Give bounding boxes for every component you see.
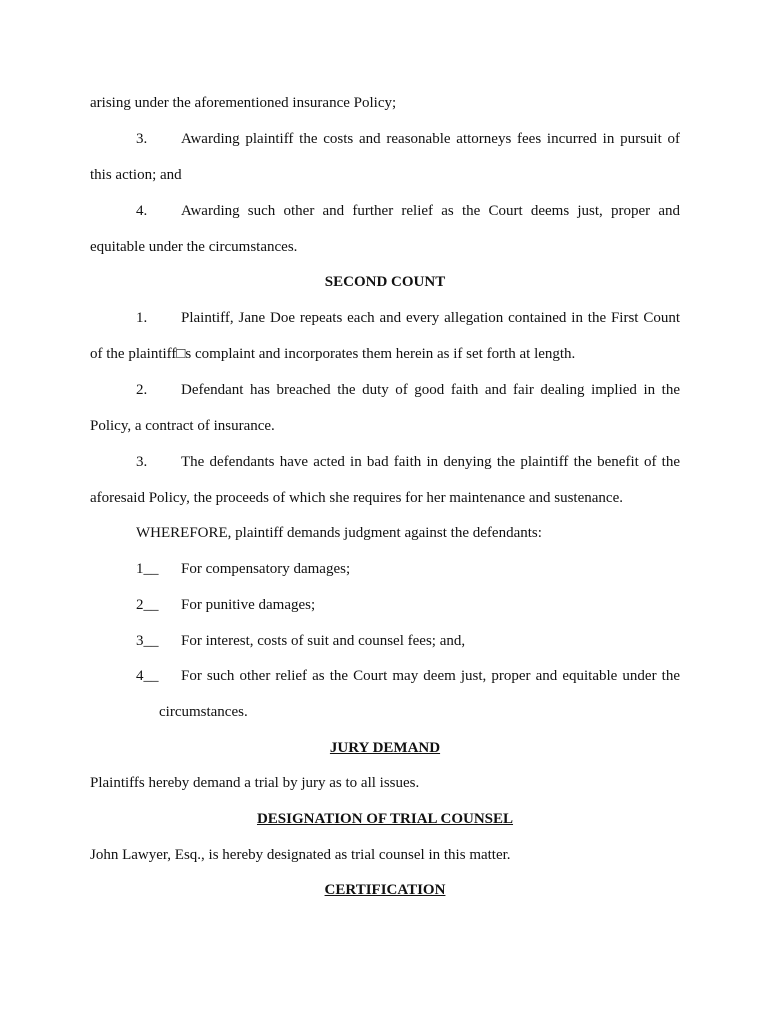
paragraph-text: Defendant has breached the duty of good faith and fair dealing implied in the	[181, 382, 680, 398]
paragraph-text-continued: aforesaid Policy, the proceeds of which she requires for her maintenance and sustenance.	[90, 490, 623, 506]
paragraph-number: 3.	[136, 454, 148, 470]
wherefore-clause: WHEREFORE, plaintiff demands judgment against the defendants:	[136, 525, 542, 541]
trial-counsel-heading	[0, 810, 770, 828]
paragraph-text-continued: of the plaintiff□s complaint and incorporates them herein as if set forth at length.	[90, 346, 576, 362]
demand-text-continued: circumstances.	[159, 704, 248, 720]
paragraph-text-continued: Policy, a contract of insurance.	[90, 418, 275, 434]
trial-counsel-heading-text: DESIGNATION OF TRIAL COUNSEL	[256, 811, 514, 827]
demand-number: 3__	[136, 633, 159, 649]
demand-text: For compensatory damages;	[181, 561, 351, 577]
demand-number: 4__	[136, 668, 159, 684]
continuation-line: arising under the aforementioned insurance Policy;	[90, 95, 397, 111]
item-text: Awarding such other and further relief as the Court deems just, proper and	[181, 203, 680, 219]
paragraph-number: 1.	[136, 310, 148, 326]
item-text: Awarding plaintiff the costs and reasonable attorneys fees incurred in pursuit of	[181, 131, 680, 147]
item-text-continued: equitable under the circumstances.	[90, 239, 298, 255]
second-count-heading: SECOND COUNT	[324, 274, 446, 290]
paragraph-text: The defendants have acted in bad faith in denying the plaintiff the benefit of the	[181, 454, 680, 470]
paragraph-text: Plaintiff, Jane Doe repeats each and every allegation contained in the First Count	[181, 310, 680, 326]
item-number: 3.	[136, 131, 148, 147]
item-text-continued: this action; and	[90, 167, 182, 183]
trial-counsel-text: John Lawyer, Esq., is hereby designated as trial counsel in this matter.	[90, 847, 511, 863]
demand-text: For such other relief as the Court may deem just, proper and equitable under the	[181, 668, 680, 684]
demand-text: For interest, costs of suit and counsel fees; and,	[181, 633, 466, 649]
demand-number: 2__	[136, 597, 159, 613]
certification-heading-text: CERTIFICATION	[324, 882, 446, 898]
paragraph-number: 2.	[136, 382, 148, 398]
certification-heading	[0, 881, 770, 899]
demand-text: For punitive damages;	[181, 597, 316, 613]
demand-number: 1__	[136, 561, 159, 577]
jury-demand-heading	[0, 739, 770, 757]
jury-demand-heading-text: JURY DEMAND	[329, 740, 441, 756]
jury-demand-text: Plaintiffs hereby demand a trial by jury as to all issues.	[90, 775, 420, 791]
item-number: 4.	[136, 203, 148, 219]
